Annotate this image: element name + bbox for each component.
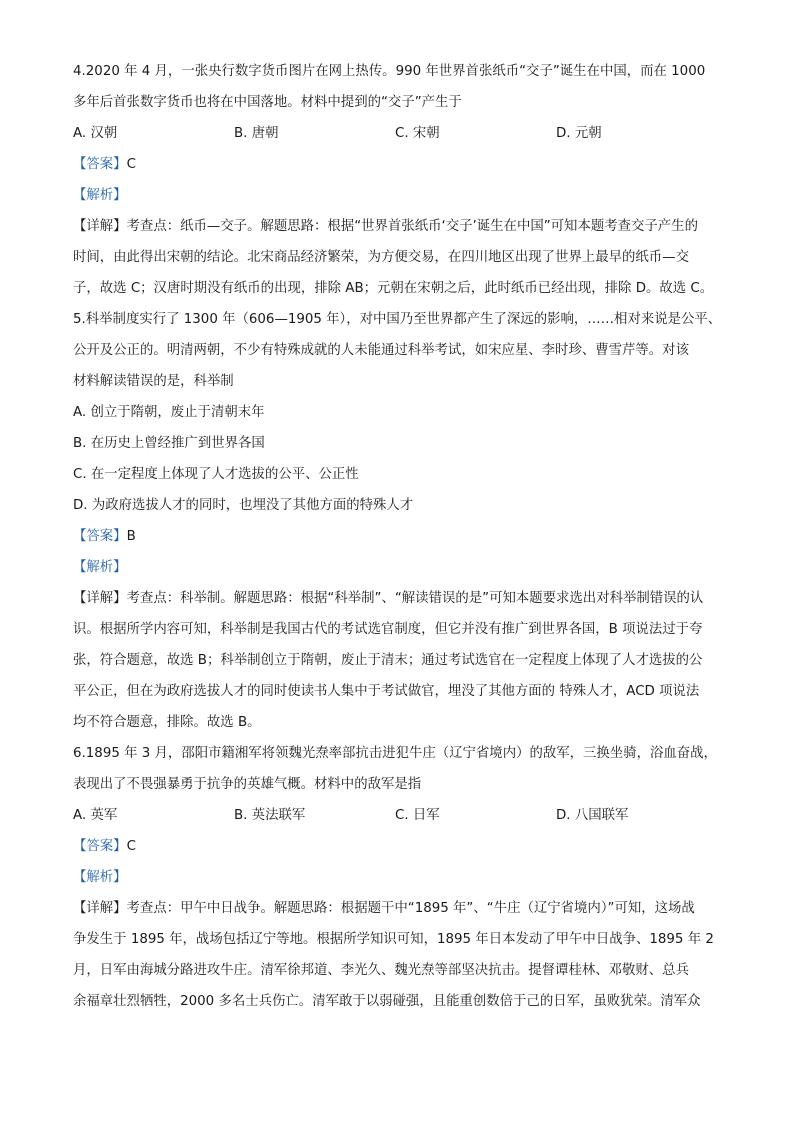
detail-line: 张，符合题意，故选 B；科举制创立于隋朝，废止于清末；通过考试选官在一定程度上体现了人才选拔的公: [73, 653, 703, 668]
answer-value: C: [126, 839, 136, 854]
answer-value: C: [126, 157, 136, 172]
option-b: B. 英法联军: [234, 808, 306, 823]
option-d: D. 元朝: [556, 126, 602, 141]
document-page: [73, 62, 723, 1023]
question-stem-line: 多年后首张数字货币也将在中国落地。材料中提到的“交子”产生于: [73, 95, 462, 110]
answer-line: [73, 837, 723, 868]
detail-line: 子，故选 C；汉唐时期没有纸币的出现，排除 AB；元朝在宋朝之后，此时纸币已经出现，排除 D。故选 C。: [73, 281, 714, 296]
answer-label: 【答案】: [73, 529, 127, 544]
options-row: [73, 124, 723, 155]
answer-line: [73, 527, 723, 558]
answer-label: 【答案】: [73, 839, 127, 854]
question-6: [73, 744, 723, 1023]
option-c: C. 宋朝: [395, 126, 440, 141]
detail-line: 【详解】考查点：甲午中日战争。解题思路：根据题干中“1895 年”、“牛庄（辽宁省境内）”可知，这场战: [73, 901, 695, 916]
option-b: B. 唐朝: [234, 126, 279, 141]
analysis-label: 【解析】: [73, 188, 127, 203]
detail-line: 月，日军由海城分路进攻牛庄。清军徐邦道、李光久、魏光焘等部坚决抗击。提督谭桂林、邓敬财、总兵: [73, 963, 689, 978]
question-stem-line: 6.1895 年 3 月，邵阳市籍湘军将领魏光焘率部抗击进犯牛庄（辽宁省境内）的敌军，三换坐骑，浴血奋战，: [73, 746, 717, 761]
question-4: [73, 62, 723, 310]
detail-line: 争发生于 1895 年，战场包括辽宁等地。根据所学知识可知，1895 年日本发动了甲午中日战争、1895 年 2: [73, 932, 714, 947]
answer-label: 【答案】: [73, 157, 127, 172]
question-5: [73, 310, 723, 744]
option-c: C. 日军: [395, 808, 440, 823]
option-b: B. 在历史上曾经推广到世界各国: [73, 436, 265, 451]
question-stem-line: 公开及公正的。明清两朝，不少有特殊成就的人未能通过科举考试，如宋应星、李时珍、曹雪芹等。对该: [73, 343, 689, 358]
option-a: A. 英军: [73, 808, 118, 823]
analysis-label: 【解析】: [73, 560, 127, 575]
option-a: A. 汉朝: [73, 126, 118, 141]
detail-line: 【详解】考查点：科举制。解题思路：根据“科举制”、“解读错误的是”可知本题要求选出对科举制错误的认: [73, 591, 704, 606]
detail-line: 平公正，但在为政府选拔人才的同时使读书人集中于考试做官，埋没了其他方面的 特殊人才，ACD 项说法: [73, 684, 700, 699]
question-stem-line: 材料解读错误的是，科举制: [73, 374, 234, 389]
analysis-label: 【解析】: [73, 870, 127, 885]
question-stem-line: 5.科举制度实行了 1300 年（606—1905 年），对中国乃至世界都产生了深远的影响，……相对来说是公平、: [73, 312, 722, 327]
options-row: [73, 806, 723, 837]
detail-line: 余福章壮烈牺牲，2000 多名士兵伤亡。清军敢于以弱碰强，且能重创数倍于己的日军，虽败犹荣。清军众: [73, 994, 701, 1009]
detail-line: 时间，由此得出宋朝的结论。北宋商品经济繁荣，为方便交易，在四川地区出现了世界上最早的纸币—交: [73, 250, 689, 265]
detail-line: 均不符合题意，排除。故选 B。: [73, 715, 261, 730]
detail-line: 【详解】考查点：纸币—交子。解题思路：根据“世界首张纸币‘交子’诞生在中国”可知本题考查交子产生的: [73, 219, 698, 234]
question-stem-line: 4.2020 年 4 月，一张央行数字货币图片在网上热传。990 年世界首张纸币“交子”诞生在中国，而在 1000: [73, 64, 706, 79]
answer-value: B: [126, 529, 136, 544]
question-stem-line: 表现出了不畏强暴勇于抗争的英雄气概。材料中的敌军是指: [73, 777, 422, 792]
answer-line: [73, 155, 723, 186]
option-d: D. 八国联军: [556, 808, 629, 823]
option-a: A. 创立于隋朝，废止于清朝末年: [73, 405, 265, 420]
option-d: D. 为政府选拔人才的同时，也埋没了其他方面的特殊人才: [73, 498, 414, 513]
detail-line: 识。根据所学内容可知，科举制是我国古代的考试选官制度，但它并没有推广到世界各国，B 项说法过于夸: [73, 622, 703, 637]
option-c: C. 在一定程度上体现了人才选拔的公平、公正性: [73, 467, 359, 482]
